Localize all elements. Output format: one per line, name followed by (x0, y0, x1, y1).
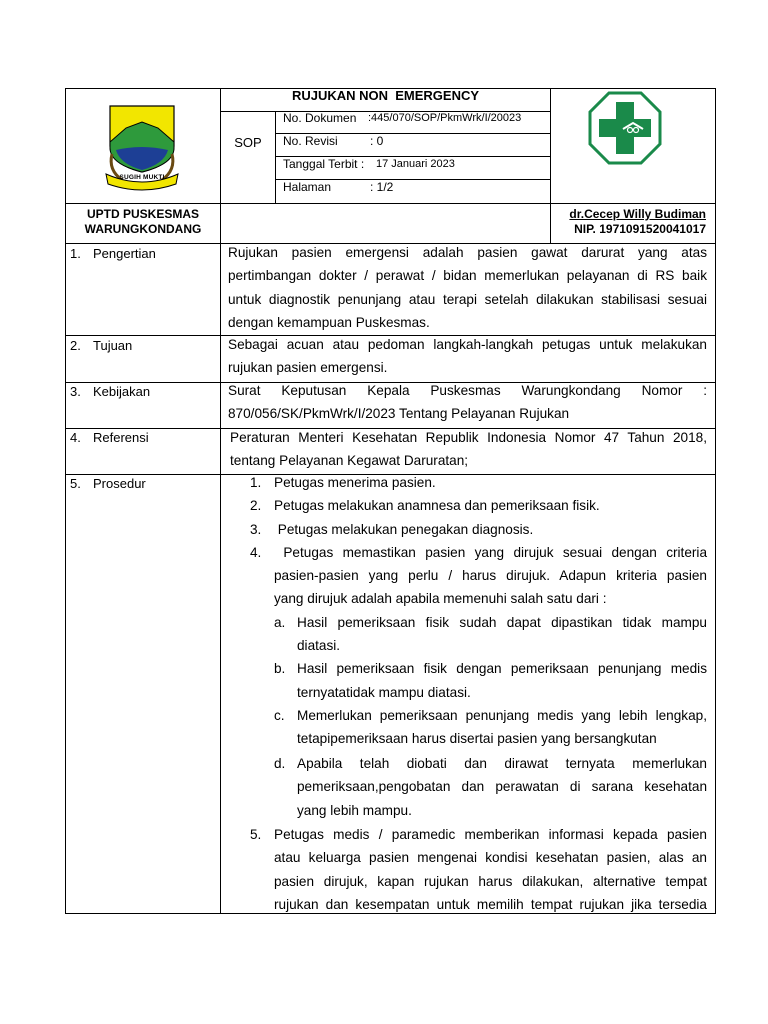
content-line: untuk diagnostik penunjang atau terapi setelah dilakukan stabilisasi sesuai (228, 291, 707, 307)
step-number: 1. (250, 475, 262, 490)
section-5-label: Prosedur (93, 476, 146, 491)
content-line: pasien dirujuk, kapan rujukan harus dilakukan, alternative tempat (274, 873, 707, 889)
content-line: tetapipemeriksaan harus disertai pasien yang bersangkutan (297, 731, 657, 747)
revision-label: No. Revisi (283, 134, 338, 148)
content-line: Sebagai acuan atau pedoman langkah-langkah petugas untuk melakukan (228, 337, 707, 352)
doc-number-value: :445/070/SOP/PkmWrk/I/20023 (368, 112, 522, 124)
org-name-line1: UPTD PUSKESMAS (86, 207, 199, 221)
page-label: Halaman (283, 180, 332, 194)
section-4-content (230, 426, 707, 473)
content-line: Memerlukan pemeriksaan penunjang medis yang lebih lengkap, (297, 708, 707, 723)
step-letter: c. (274, 708, 285, 723)
crest-ribbon-text: SUGIH MUKTI (119, 174, 165, 181)
content-line: yang lebih mampu. (297, 802, 412, 818)
section-4-label: Referensi (93, 430, 149, 445)
puskesmas-logo (587, 90, 663, 166)
content-line: yang dirujuk adalah apabila memenuhi salah satu dari : (274, 591, 607, 607)
content-line: pemeriksaan,pengobatan dan perawatan di sarana kesehatan (297, 779, 707, 795)
content-line: Petugas melakukan penegakan diagnosis. (274, 521, 534, 537)
content-line: atau keluarga pasien mengenai kondisi kesehatan pasien, alas an (274, 850, 707, 866)
step-number: 2. (250, 498, 262, 514)
content-line: Rujukan pasien emergensi adalah pasien gawat darurat yang atas (228, 245, 707, 260)
content-line: Petugas menerima pasien. (274, 475, 436, 490)
content-line: Hasil pemeriksaan fisik sudah dapat dipastikan tidak mampu (297, 614, 707, 630)
content-line: diatasi. (297, 638, 341, 654)
content-line: Hasil pemeriksaan fisik dengan pemeriksaan penunjang medis (297, 661, 707, 677)
content-line: rujukan pasien emergensi. (228, 360, 388, 376)
content-line: dengan kemampuan Puskesmas. (228, 314, 430, 330)
step-letter: d. (274, 756, 286, 771)
step-number: 4. (250, 544, 262, 560)
doc-number-label: No. Dokumen (283, 111, 357, 125)
section-2-label: Tujuan (93, 338, 133, 353)
content-line: Petugas medis / paramedic memberikan informasi kepada pasien (274, 827, 707, 842)
content-line: Petugas melakukan anamnesa dan pemeriksaan fisik. (274, 498, 600, 514)
step-number: 5. (250, 827, 262, 842)
document-title: RUJUKAN NON EMERGENCY (291, 88, 480, 103)
content-line: rujukan dan kesempatan untuk memilih tempat rujukan jika tersedia (274, 896, 707, 912)
step-number: 3. (250, 521, 262, 537)
content-line: Peraturan Menteri Kesehatan Republik Indonesia Nomor 47 Tahun 2018, (230, 430, 707, 445)
section-2-content (228, 333, 707, 380)
revision-value: : 0 (370, 134, 384, 148)
content-line: pertimbangan dokter / perawat / bidan memerlukan pelayanan di RS baik (228, 268, 707, 284)
content-line: Surat Keputusan Kepala Puskesmas Warungkondang Nomor : (228, 383, 707, 398)
sop-label: SOP (234, 135, 262, 150)
content-line: ternyatatidak mampu diatasi. (297, 684, 471, 700)
section-1-number: 1. (70, 246, 81, 261)
step-letter: b. (274, 661, 286, 677)
section-3-content (228, 379, 707, 426)
section-1-label: Pengertian (93, 246, 156, 261)
section-3-number: 3. (70, 384, 81, 399)
signatory-name: dr.Cecep Willy Budiman (569, 207, 706, 221)
content-line: tentang Pelayanan Kegawat Daruratan; (230, 453, 469, 469)
issue-date-label: Tanggal Terbit : (283, 157, 365, 171)
org-name-line2: WARUNGKONDANG (84, 222, 202, 236)
section-3-label: Kebijakan (93, 384, 151, 399)
section-1-content (228, 241, 707, 334)
content-line: Apabila telah diobati dan dirawat ternyata memerlukan (297, 756, 707, 771)
section-4-number: 4. (70, 430, 81, 445)
page-value: : 1/2 (370, 180, 394, 194)
issue-date-value: 17 Januari 2023 (376, 158, 455, 170)
section-5-number: 5. (70, 476, 81, 491)
signatory-nip: NIP. 1971091520041017 (574, 222, 706, 236)
content-line: Petugas memastikan pasien yang dirujuk sesuai dengan criteria (274, 544, 707, 560)
step-letter: a. (274, 614, 286, 630)
content-line: 870/056/SK/PkmWrk/I/2023 Tentang Pelayanan Rujukan (228, 406, 570, 422)
section-2-number: 2. (70, 338, 81, 353)
content-line: pasien-pasien yang perlu / harus dirujuk. Adapun kriteria pasien (274, 568, 707, 584)
